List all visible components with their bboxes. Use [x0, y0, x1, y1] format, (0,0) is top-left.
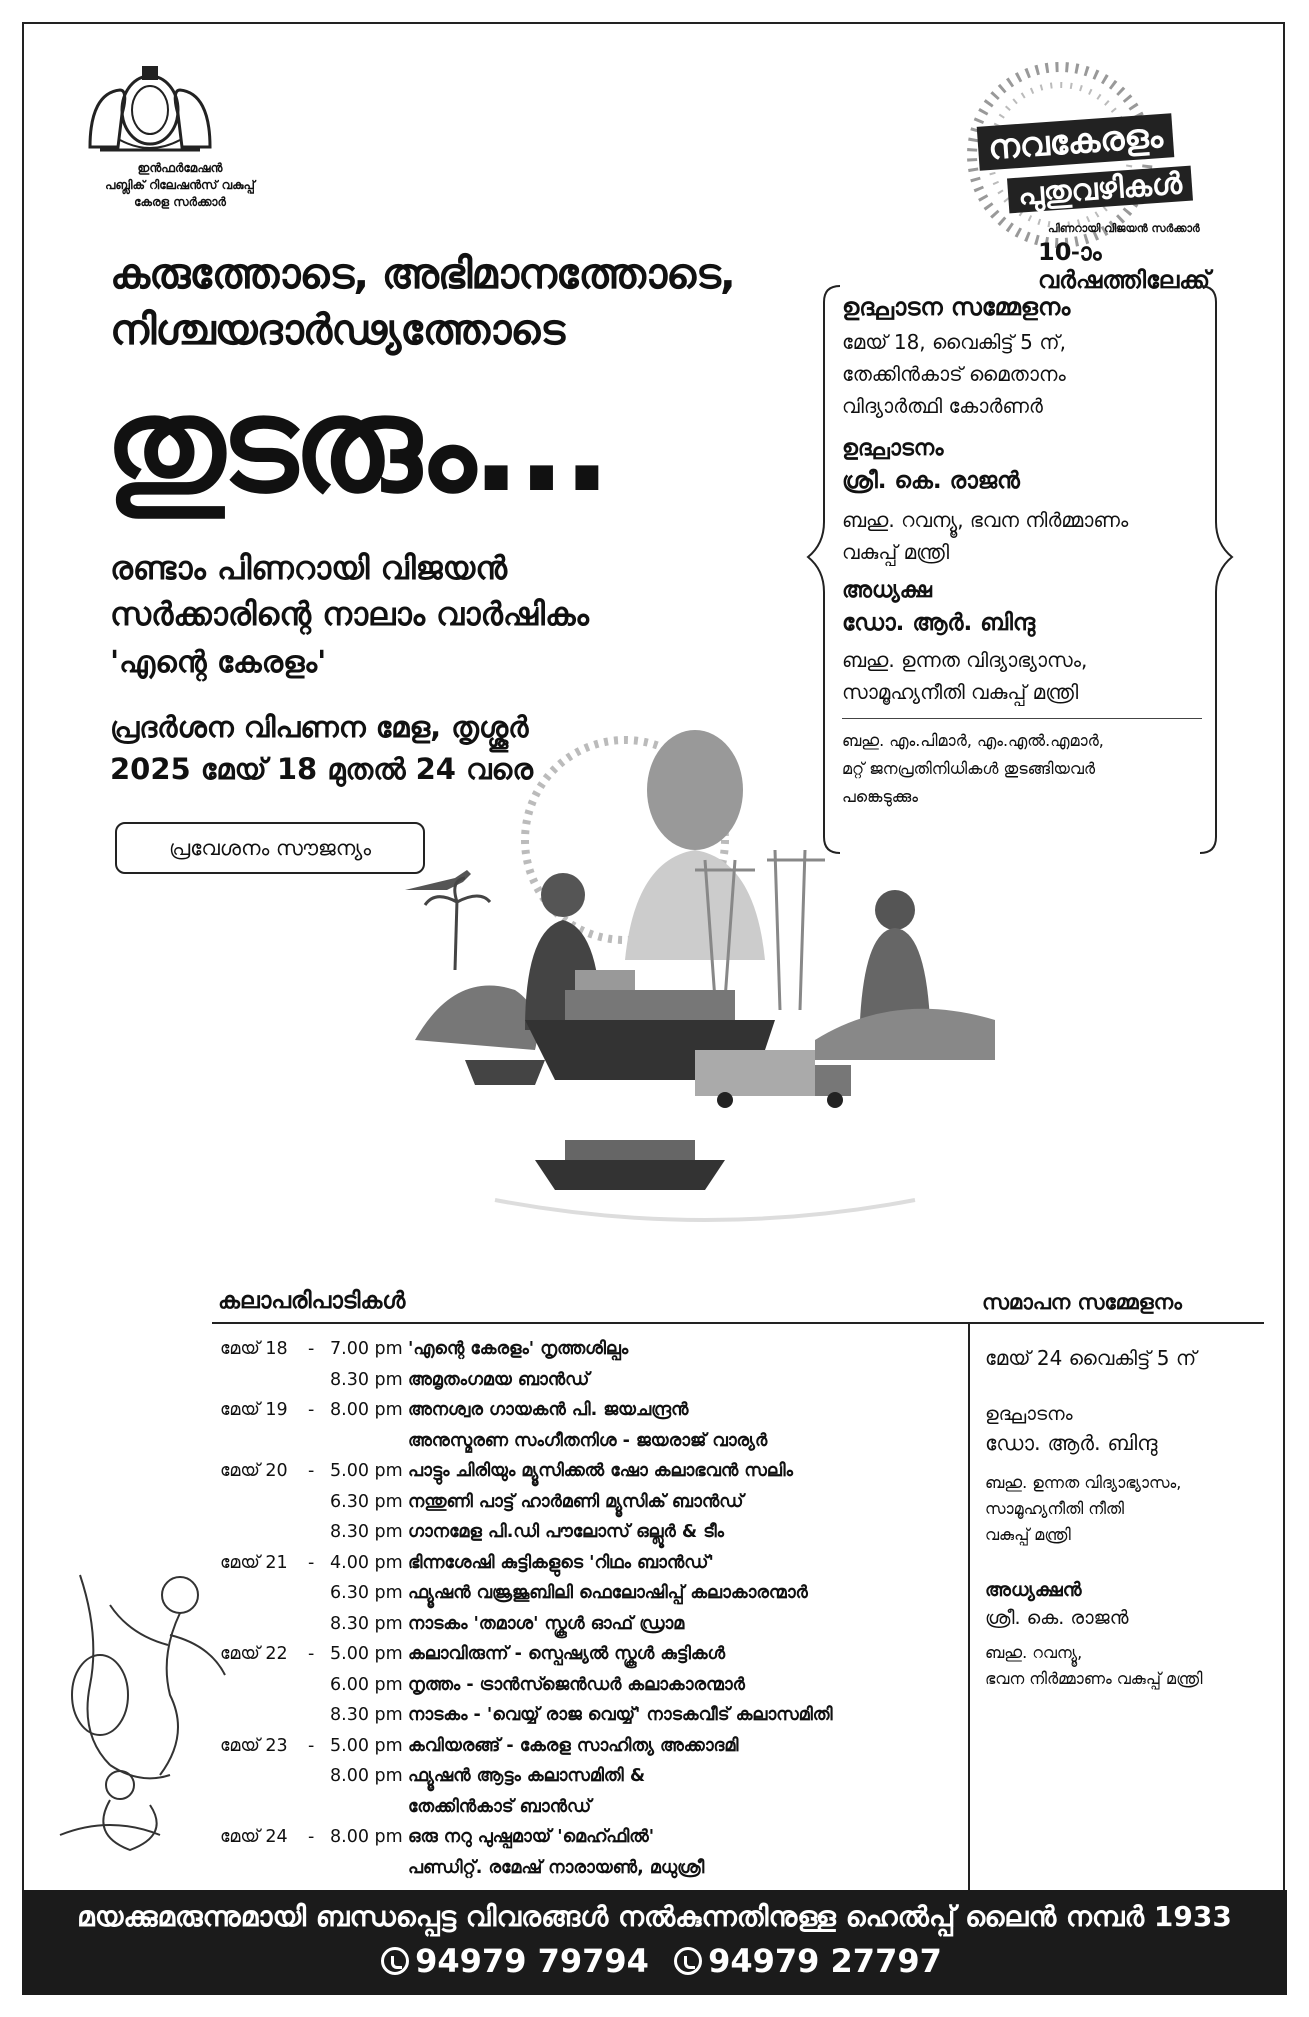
department-line: ഇൻഫർമേഷൻ — [137, 161, 223, 175]
programme-event: ഭിന്നശേഷി കുട്ടികളുടെ 'റിഥം ബാൻഡ്' — [408, 1552, 714, 1573]
inauguration-venue-corner: വിദ്യാർത്ഥി കോർണർ — [842, 394, 1043, 418]
programme-time: 5.00 pm — [330, 1461, 403, 1481]
programme-row — [220, 1517, 980, 1548]
inauguration-venue: തേക്കിൻകാട് മൈതാനം — [842, 362, 1066, 386]
inaugurator-name: ശ്രീ. കെ. രാജൻ — [842, 468, 1020, 494]
event-location: പ്രദർശന വിപണന മേള, തൃശ്ശൂർ — [110, 710, 529, 744]
programme-event: ഫ്യൂഷൻ വജ്രജൂബിലി ഫെലോഷിപ്പ് കലാകാരന്മാർ — [408, 1583, 808, 1603]
presider-label: അധ്യക്ഷ — [842, 578, 932, 603]
programme-dash — [308, 1853, 330, 1884]
programme-row — [220, 1670, 980, 1701]
programme-event: പണ്ഡിറ്റ്. രമേഷ് നാരായൺ, മധുശ്രീ — [408, 1857, 705, 1878]
programme-event: നാടകം 'തമാശ' സ്കൂൾ ഓഫ് ഡ്രാമ — [408, 1613, 685, 1634]
programme-row — [220, 1426, 980, 1457]
subtitle-line-2: സർക്കാരിന്റെ നാലാം വാർഷികം — [110, 595, 589, 633]
programme-row — [220, 1761, 980, 1792]
event-name: 'എന്റെ കേരളം' — [110, 645, 327, 680]
programme-row — [220, 1822, 980, 1853]
closing-inaugurator-role-2: സാമൂഹ്യനീതി നീതി — [985, 1499, 1125, 1518]
programme-dash — [308, 1609, 330, 1640]
phone-number-1[interactable]: 94979 79794 — [415, 1942, 649, 1980]
programme-time: 8.30 pm — [330, 1705, 403, 1725]
programme-time: 7.00 pm — [330, 1339, 403, 1359]
programme-day: മേയ് 18 — [220, 1339, 288, 1359]
phone-numbers — [22, 1942, 1287, 1980]
programme-event: ഒരു നറു പുഷ്പമായ് 'മെഹ്ഫിൽ' — [408, 1827, 655, 1847]
programme-dash: - — [308, 1644, 315, 1664]
participants-note: ബഹു. എം.പിമാർ, എം.എൽ.എമാർ, — [842, 731, 1104, 750]
closing-inaugurator-role-1: ബഹു. ഉന്നത വിദ്യാഭ്യാസം, — [985, 1473, 1182, 1492]
programme-event: അനുസ്മരണ സംഗീതനിശ - ജയരാജ് വാര്യർ — [408, 1430, 768, 1451]
badge-line-2: പുതുവഴികൾ — [1007, 166, 1193, 214]
programme-dash: - — [308, 1827, 315, 1847]
programme-event: പാട്ടും ചിരിയും മ്യൂസിക്കൽ ഷോ കലാഭവൻ സലിം — [408, 1461, 793, 1481]
programme-event: കവിയരങ്ങ് - കേരള സാഹിത്യ അക്കാദമി — [408, 1735, 739, 1756]
programme-dash: - — [308, 1400, 315, 1420]
subtitle-line-1: രണ്ടാം പിണറായി വിജയൻ — [110, 549, 508, 587]
programme-time: 5.00 pm — [330, 1644, 403, 1664]
island-shape — [415, 878, 538, 1050]
programme-row — [220, 1365, 980, 1396]
programme-time: 5.00 pm — [330, 1735, 403, 1756]
closing-title: സമാപന സമ്മേളനം — [982, 1290, 1182, 1314]
closing-inaugurator-name: ഡോ. ആർ. ബിന്ദു — [985, 1431, 1158, 1455]
closing-ceremony — [985, 1338, 1275, 1720]
inauguration-date: മേയ് 18, വൈകിട്ട് 5 ന്, — [842, 330, 1066, 354]
tagline-line-1: കരുത്തോടെ, അഭിമാനത്തോടെ, — [110, 249, 735, 298]
programme-dash — [308, 1517, 330, 1548]
department-name — [75, 160, 285, 211]
inaugurator-label: ഉദ്ഘാടനം — [842, 436, 944, 461]
programme-time: 6.00 pm — [330, 1674, 403, 1695]
water-reflection — [495, 1200, 915, 1220]
programme-dash: - — [308, 1339, 315, 1359]
programme-time — [330, 1426, 408, 1457]
programme-dash — [308, 1365, 330, 1396]
participants-note-3: പങ്കെടുക്കും — [842, 787, 918, 806]
closing-presider-role — [985, 1640, 1275, 1692]
programme-event: ഫ്യൂഷൻ ആട്ടം കലാസമിതി & — [408, 1766, 646, 1786]
programme-event: നൃത്തം - ട്രാൻസ്ജെൻഡർ കലാകാരന്മാർ — [408, 1674, 745, 1695]
programme-event: തേക്കിൻകാട് ബാൻഡ് — [408, 1796, 592, 1817]
programmes-list — [220, 1334, 980, 1883]
hills-shape — [815, 1009, 995, 1060]
programme-time — [330, 1792, 408, 1823]
programme-row — [220, 1609, 980, 1640]
programme-dash — [308, 1700, 330, 1731]
whatsapp-icon — [381, 1947, 409, 1975]
programme-time: 6.30 pm — [330, 1491, 403, 1512]
programme-row — [220, 1731, 980, 1762]
programme-event: അനശ്വര ഗായകൻ പി. ജയചന്ദ്രൻ — [408, 1400, 689, 1420]
programme-event: 'എന്റെ കേരളം' നൃത്തശില്പം — [408, 1339, 629, 1359]
programme-time: 6.30 pm — [330, 1583, 403, 1603]
presider-role-2: സാമൂഹ്യനീതി വകുപ്പ് മന്ത്രി — [842, 680, 1079, 704]
department-line: പബ്ലിക് റിലേഷൻസ് വകുപ്പ് — [105, 178, 255, 192]
programme-day: മേയ് 24 — [220, 1827, 288, 1847]
phone-number-2[interactable]: 94979 27797 — [708, 1942, 942, 1980]
programme-dash — [308, 1487, 330, 1518]
programme-dash: - — [308, 1461, 315, 1481]
programme-event: കലാവിരുന്ന് - സ്പെഷ്യൽ സ്കൂൾ കുട്ടികൾ — [408, 1644, 726, 1664]
programme-day: മേയ് 19 — [220, 1400, 288, 1420]
programme-day: മേയ് 21 — [220, 1552, 288, 1573]
programme-day — [220, 1365, 308, 1396]
programme-dash: - — [308, 1735, 315, 1756]
programme-dash — [308, 1426, 330, 1457]
dancer-sketch-illustration — [50, 1535, 245, 1860]
woman-figure — [860, 890, 930, 1020]
programme-row — [220, 1548, 980, 1579]
programme-day — [220, 1426, 308, 1457]
programme-row — [220, 1792, 980, 1823]
closing-inaugurator-role-3: വകുപ്പ് മന്ത്രി — [985, 1525, 1071, 1544]
closing-presider-role-1: ബഹു. റവന്യൂ, — [985, 1643, 1083, 1662]
badge-line-1: നവകേരളം — [977, 113, 1175, 170]
programme-row — [220, 1334, 980, 1365]
programme-time — [330, 1853, 408, 1884]
inaugurator-role-2: വകുപ്പ് മന്ത്രി — [842, 540, 950, 564]
closing-inaugurator-label: ഉദ്ഘാടനം — [985, 1403, 1073, 1425]
programme-event: നന്തുണി പാട്ട് ഹാർമണി മ്യൂസിക് ബാൻഡ് — [408, 1491, 744, 1512]
badge-line-3: പിണറായി വിജയൻ സർക്കാർ — [1048, 222, 1200, 235]
programme-time: 8.30 pm — [330, 1522, 403, 1542]
participants-note-2: മറ്റ് ജനപ്രതിനിധികൾ തുടങ്ങിയവർ — [842, 759, 1096, 778]
programme-event: അമൃതംഗമയ ബാൻഡ് — [408, 1369, 590, 1390]
closing-rule — [968, 1322, 1264, 1324]
kerala-development-illustration — [395, 720, 1015, 1260]
programme-time: 4.00 pm — [330, 1552, 403, 1573]
presider-role: ബഹു. ഉന്നത വിദ്യാഭ്യാസം, — [842, 648, 1088, 672]
helpline-text: മയക്കുമരുന്നുമായി ബന്ധപ്പെട്ട വിവരങ്ങൾ നൽകുന്നതിനുള്ള ഹെൽപ്പ് ലൈൻ നമ്പർ 1933 — [77, 1900, 1232, 1933]
kerala-emblem-icon — [80, 52, 220, 157]
programme-event: ഗാനമേള പി.ഡി പൗലോസ് ഒല്ലൂർ & ടീം — [408, 1522, 724, 1542]
helpline-footer — [22, 1890, 1287, 1995]
whatsapp-icon — [674, 1947, 702, 1975]
programme-day: മേയ് 20 — [220, 1461, 288, 1481]
programme-day — [220, 1487, 308, 1518]
programme-dash — [308, 1578, 330, 1609]
programme-row — [220, 1578, 980, 1609]
programme-dash — [308, 1670, 330, 1701]
closing-presider-name: ശ്രീ. കെ. രാജൻ — [985, 1607, 1129, 1629]
programme-row — [220, 1700, 980, 1731]
tagline — [110, 246, 735, 358]
hero-title: തുടരും... — [105, 369, 608, 521]
badge-line-4: 10-ാം വർഷത്തിലേക്ക് — [1038, 238, 1211, 294]
free-entry-badge: പ്രവേശനം സൗജന്യം — [115, 822, 425, 874]
event-dates: 2025 മേയ് 18 മുതൽ 24 വരെ — [110, 752, 533, 786]
closing-presider-role-2: ഭവന നിർമ്മാണം വകുപ്പ് മന്ത്രി — [985, 1669, 1203, 1688]
programmes-rule — [212, 1322, 972, 1324]
programme-time: 8.30 pm — [330, 1369, 403, 1390]
tagline-line-2: നിശ്ചയദാർഢ്യത്തോടെ — [110, 305, 565, 354]
programme-time: 8.00 pm — [330, 1827, 403, 1847]
programme-dash — [308, 1761, 330, 1792]
inaugurator-role: ബഹു. റവന്യൂ, ഭവന നിർമ്മാണം — [842, 508, 1129, 532]
divider — [842, 718, 1202, 719]
programme-row — [220, 1487, 980, 1518]
chief-minister-portrait — [625, 730, 765, 960]
programme-row — [220, 1639, 980, 1670]
presider-name: ഡോ. ആർ. ബിന്ദു — [842, 610, 1036, 636]
programme-time: 8.00 pm — [330, 1400, 403, 1420]
programme-row — [220, 1853, 980, 1884]
programme-dash — [308, 1792, 330, 1823]
department-line: കേരള സർക്കാർ — [134, 195, 226, 209]
programme-time: 8.30 pm — [330, 1613, 403, 1634]
event-subtitle — [110, 545, 589, 637]
programme-row — [220, 1456, 980, 1487]
closing-inaugurator-role — [985, 1470, 1275, 1548]
programme-event: നാടകം - 'വെയ്യ് രാജ വെയ്യ്' നാടകവീട് കലാസമിതി — [408, 1705, 833, 1725]
programme-dash: - — [308, 1552, 315, 1573]
programme-time: 8.00 pm — [330, 1766, 403, 1786]
closing-date: മേയ് 24 വൈകിട്ട് 5 ന് — [985, 1346, 1197, 1370]
programme-day: മേയ് 23 — [220, 1735, 288, 1756]
closing-presider-label: അധ്യക്ഷൻ — [985, 1579, 1082, 1601]
programme-day: മേയ് 22 — [220, 1644, 288, 1664]
programme-row — [220, 1395, 980, 1426]
programmes-title: കലാപരിപാടികൾ — [218, 1288, 406, 1314]
inauguration-title: ഉദ്ഘാടന സമ്മേളനം — [842, 293, 1071, 321]
navakeralam-badge — [930, 60, 1260, 294]
